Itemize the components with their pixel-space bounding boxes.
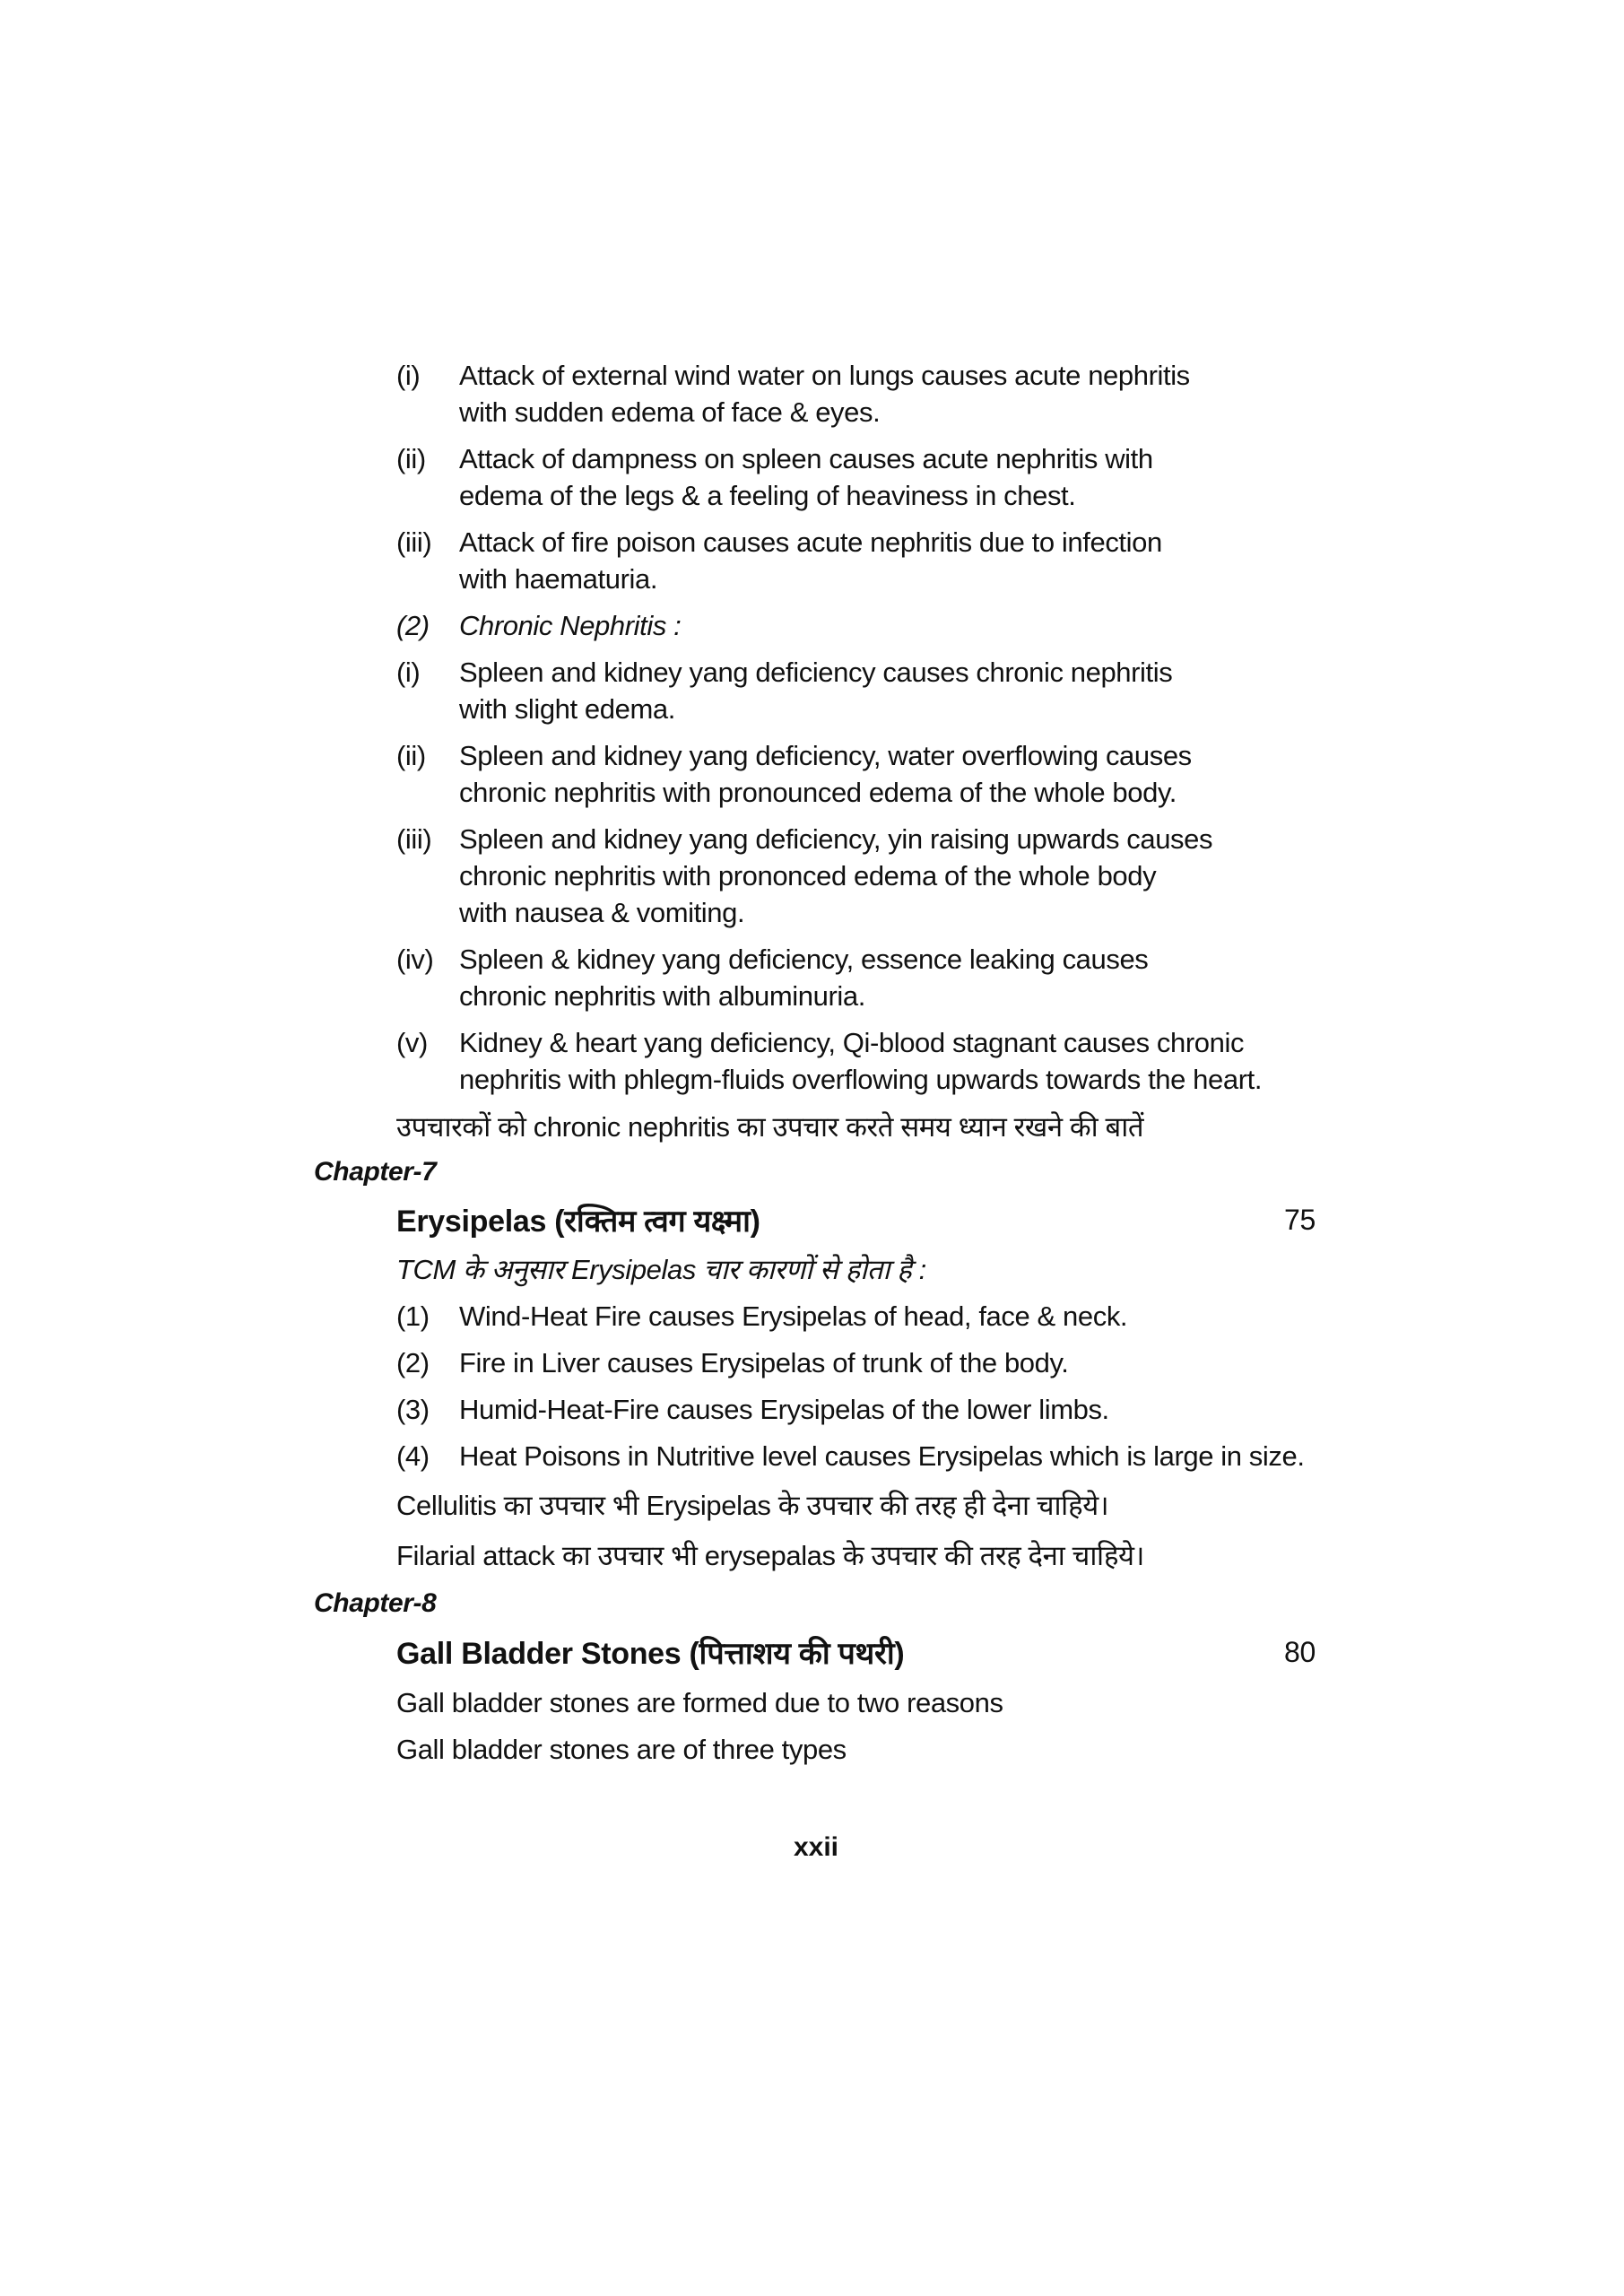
note-text: Filarial attack का उपचार भी erysepalas के उपचार की तरह देना चाहिये।	[396, 1540, 1144, 1571]
text-line: with haematuria.	[459, 563, 658, 595]
text-line: chronic nephritis with albuminuria.	[459, 980, 865, 1012]
text-line: Spleen and kidney yang deficiency, water overflowing causes	[459, 740, 1192, 771]
item-number: (i)	[396, 657, 421, 688]
chapter-title: Erysipelas (रक्तिम त्वग यक्ष्मा)	[396, 1205, 760, 1239]
text-line: Spleen and kidney yang deficiency, yin raising upwards causes	[459, 823, 1213, 855]
text-line: Spleen & kidney yang deficiency, essence leaking causes	[459, 944, 1149, 975]
page-reference: 75	[1284, 1204, 1316, 1236]
body-text: Gall bladder stones are of three types	[396, 1734, 847, 1765]
text-line: with nausea & vomiting.	[459, 897, 745, 928]
item-text: Humid-Heat-Fire causes Erysipelas of the lower limbs.	[459, 1394, 1109, 1425]
item-number: (1)	[396, 1300, 430, 1332]
item-number: (ii)	[396, 740, 426, 771]
item-number: (i)	[396, 360, 421, 391]
text-line: with sudden edema of face & eyes.	[459, 396, 881, 428]
text-line: chronic nephritis with prononced edema of the whole body	[459, 860, 1157, 891]
intro-text: TCM के अनुसार Erysipelas चार कारणों से होता है :	[396, 1254, 926, 1285]
item-text	[459, 941, 1356, 1014]
item-number: (ii)	[396, 443, 426, 474]
text-line: Spleen and kidney yang deficiency causes chronic nephritis	[459, 657, 1173, 688]
item-number: (iii)	[396, 823, 432, 855]
text-line: chronic nephritis with pronounced edema of the whole body.	[459, 777, 1177, 808]
text-line: Attack of dampness on spleen causes acute nephritis with	[459, 443, 1153, 474]
note-text: उपचारकों को chronic nephritis का उपचार करते समय ध्यान रखने की बातें	[396, 1111, 1144, 1143]
text-line: Attack of fire poison causes acute nephritis due to infection	[459, 526, 1162, 558]
text-line: edema of the legs & a feeling of heaviness in chest.	[459, 480, 1076, 511]
item-text	[459, 737, 1356, 811]
body-text: Gall bladder stones are formed due to two reasons	[396, 1687, 1003, 1718]
text-line: with slight edema.	[459, 693, 675, 725]
item-number: (3)	[396, 1394, 430, 1425]
item-text	[459, 357, 1356, 430]
item-text: Fire in Liver causes Erysipelas of trunk of the body.	[459, 1347, 1069, 1378]
text-line: Kidney & heart yang deficiency, Qi-blood stagnant causes chronic	[459, 1027, 1245, 1058]
chapter-title: Gall Bladder Stones (पित्ताशय की पथरी)	[396, 1637, 905, 1671]
item-number: (iii)	[396, 526, 432, 558]
chapter-label: Chapter-8	[314, 1588, 437, 1618]
item-number: (2)	[396, 1347, 430, 1378]
text-line: Attack of external wind water on lungs causes acute nephritis	[459, 360, 1190, 391]
item-number: (v)	[396, 1027, 428, 1058]
item-number: (4)	[396, 1440, 430, 1472]
item-text	[459, 524, 1356, 597]
item-text	[459, 440, 1356, 514]
item-text: Heat Poisons in Nutritive level causes Erysipelas which is large in size.	[459, 1440, 1305, 1472]
chapter-label: Chapter-7	[314, 1157, 437, 1187]
item-number: (iv)	[396, 944, 434, 975]
item-text	[459, 821, 1356, 931]
note-text: Cellulitis का उपचार भी Erysipelas के उपचार की तरह ही देना चाहिये।	[396, 1490, 1109, 1521]
page-reference: 80	[1284, 1636, 1316, 1668]
subheading-text: Chronic Nephritis :	[459, 610, 682, 641]
text-line: nephritis with phlegm-fluids overflowing upwards towards the heart.	[459, 1064, 1263, 1095]
page-number: xxii	[793, 1832, 839, 1862]
item-text	[459, 654, 1356, 727]
item-text	[459, 1024, 1356, 1098]
item-number: (2)	[396, 610, 430, 641]
item-text: Wind-Heat Fire causes Erysipelas of head, face & neck.	[459, 1300, 1128, 1332]
